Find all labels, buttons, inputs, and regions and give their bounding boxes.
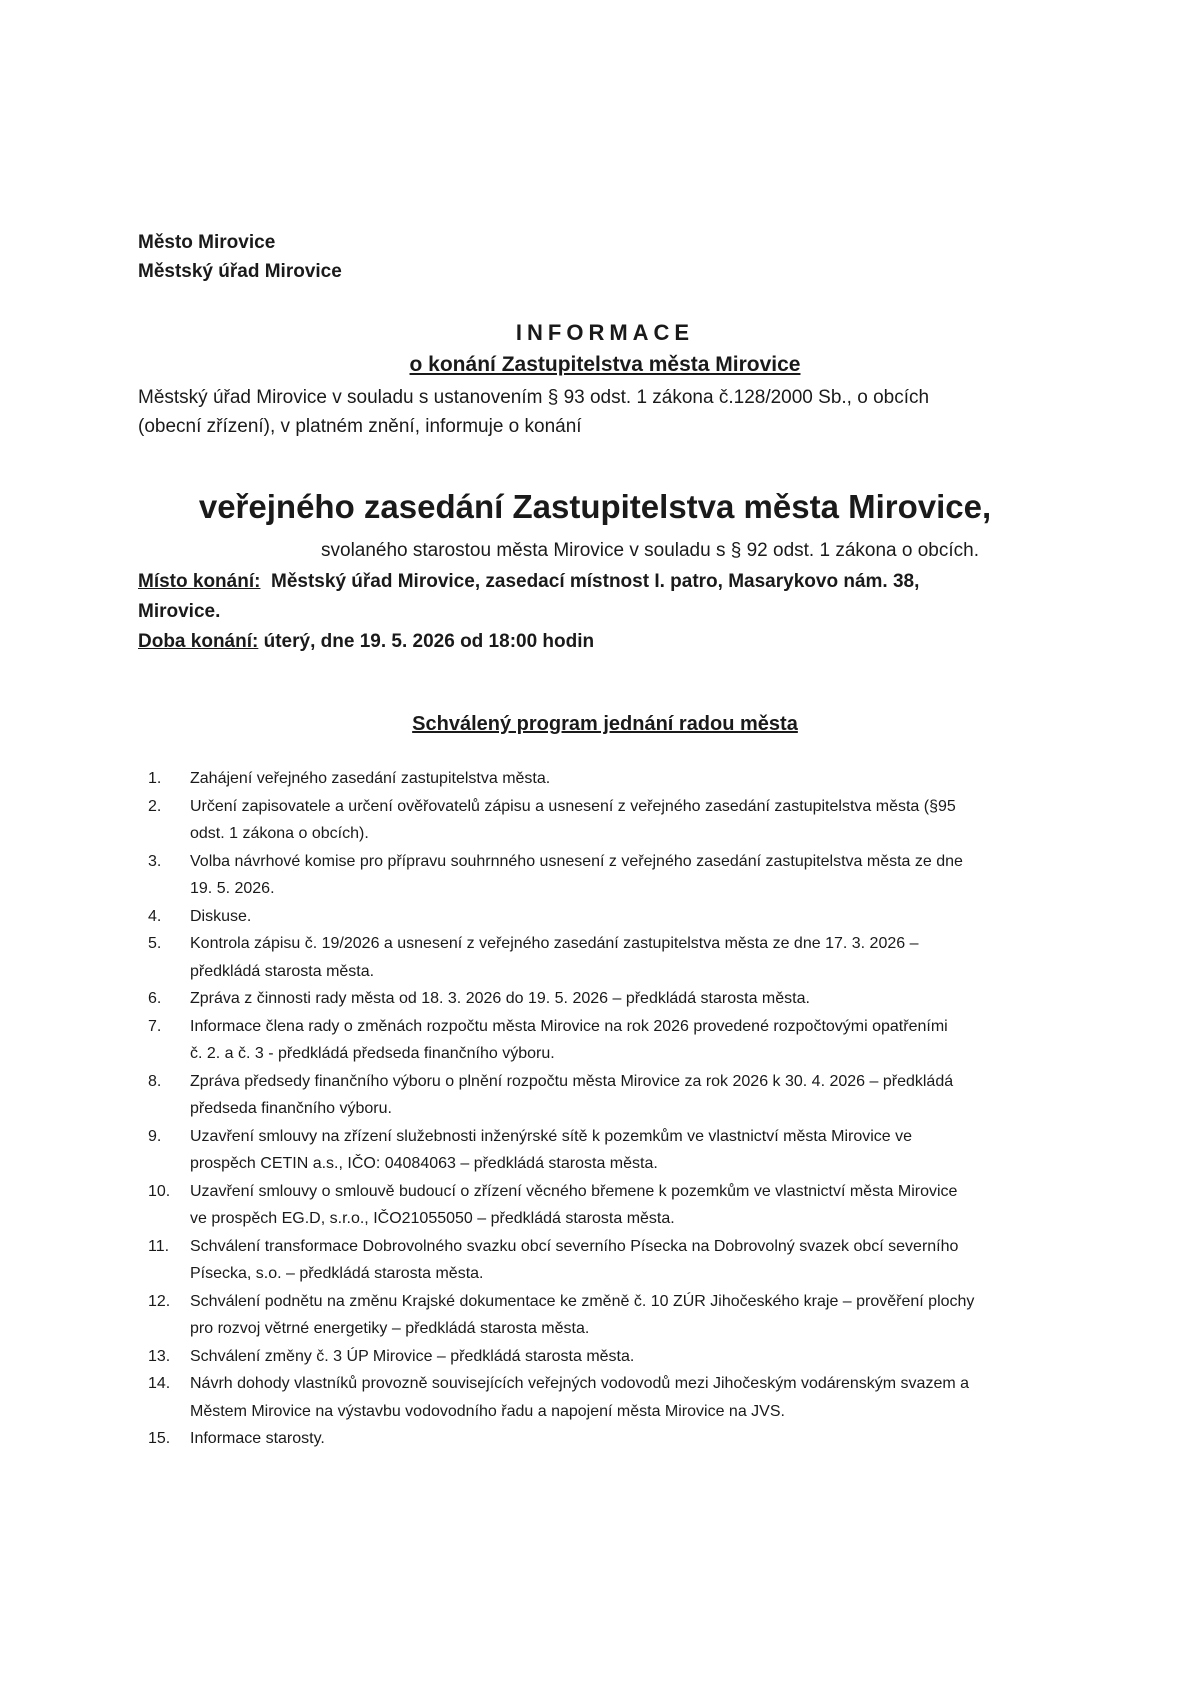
agenda-item-text: Schválení změny č. 3 ÚP Mirovice – předkládá starosta města. bbox=[190, 1347, 635, 1365]
agenda-item-text: Písecka, s.o. – předkládá starosta města. bbox=[190, 1265, 484, 1282]
agenda-item-text: Zpráva předsedy finančního výboru o plnění rozpočtu města Mirovice za rok 2026 k 30. 4. 2026 – předkládá bbox=[190, 1072, 954, 1090]
agenda-item-number: 7. bbox=[148, 1017, 162, 1035]
intro-line-2: (obecní zřízení), v platném znění, informuje o konání bbox=[138, 416, 582, 437]
issuer-header bbox=[138, 228, 342, 286]
agenda-item-text: ve prospěch EG.D, s.r.o., IČO21055050 – předkládá starosta města. bbox=[190, 1210, 675, 1227]
agenda-item-text: odst. 1 zákona o obcích). bbox=[190, 825, 369, 842]
agenda-item-number: 11. bbox=[148, 1237, 170, 1255]
agenda-item bbox=[148, 1370, 1068, 1425]
agenda-item-number: 14. bbox=[148, 1375, 171, 1392]
agenda-item-text: předseda finančního výboru. bbox=[190, 1100, 392, 1117]
agenda-item bbox=[148, 1178, 1068, 1233]
agenda-item-number: 1. bbox=[148, 770, 162, 787]
agenda-item bbox=[148, 1123, 1068, 1178]
agenda-item bbox=[148, 985, 1068, 1013]
agenda-item bbox=[148, 848, 1068, 903]
agenda-item-number: 10. bbox=[148, 1182, 171, 1200]
agenda-item-text: pro rozvoj větrné energetiky – předkládá starosta města. bbox=[190, 1320, 590, 1337]
agenda-item-number: 13. bbox=[148, 1347, 171, 1365]
agenda-item bbox=[148, 1288, 1068, 1343]
agenda-item-text: Diskuse. bbox=[190, 907, 252, 925]
agenda-item bbox=[148, 1425, 1068, 1453]
venue-label: Místo konání: bbox=[138, 571, 261, 592]
agenda-item-number: 12. bbox=[148, 1292, 171, 1310]
agenda-item bbox=[148, 1233, 1068, 1288]
agenda-item bbox=[148, 1068, 1068, 1123]
intro-paragraph bbox=[138, 383, 1068, 441]
issuer-town: Město Mirovice bbox=[138, 232, 276, 253]
agenda-item-number: 5. bbox=[148, 935, 162, 952]
agenda-item-text: Schválení podnětu na změnu Krajské dokumentace ke změně č. 10 ZÚR Jihočeského kraje – prověření plochy bbox=[190, 1292, 975, 1310]
agenda-item bbox=[148, 765, 1068, 793]
agenda-item-number: 2. bbox=[148, 797, 162, 815]
agenda-item-text: Zpráva z činnosti rady města od 18. 3. 2026 do 19. 5. 2026 – předkládá starosta města. bbox=[190, 990, 810, 1007]
document-subtitle: o konání Zastupitelstva města Mirovice bbox=[409, 353, 801, 376]
time-label: Doba konání: bbox=[138, 631, 259, 652]
agenda-item-text: Schválení transformace Dobrovolného svazku obcí severního Písecka na Dobrovolný svazek obcí severního bbox=[190, 1237, 959, 1255]
document-title: INFORMACE bbox=[515, 320, 695, 345]
agenda-item-text: Zahájení veřejného zasedání zastupitelstva města. bbox=[190, 770, 551, 787]
agenda-item-text: 19. 5. 2026. bbox=[190, 880, 275, 897]
agenda-item-text: Uzavření smlouvy na zřízení služebnosti inženýrské sítě k pozemkům ve vlastnictví města Mirovice ve bbox=[190, 1127, 913, 1145]
agenda-item-text: Návrh dohody vlastníků provozně souvisejících veřejných vodovodů mezi Jihočeským vodárenským svazem a bbox=[190, 1375, 970, 1392]
venue-line bbox=[138, 567, 1068, 597]
agenda-item-text: Uzavření smlouvy o smlouvě budoucí o zřízení věcného břemene k pozemkům ve vlastnictví města Mirovice bbox=[190, 1182, 958, 1200]
agenda-item-number: 8. bbox=[148, 1072, 162, 1090]
agenda-item-text: Kontrola zápisu č. 19/2026 a usnesení z veřejného zasedání zastupitelstva města ze dne 17. 3. 2026 – bbox=[190, 935, 919, 952]
time-line bbox=[138, 627, 1068, 657]
agenda-item-text: prospěch CETIN a.s., IČO: 04084063 – předkládá starosta města. bbox=[190, 1155, 658, 1172]
agenda-item bbox=[148, 930, 1068, 985]
agenda-item-text: Informace starosty. bbox=[190, 1430, 325, 1447]
convened-statement: svolaného starostou města Mirovice v souladu s § 92 odst. 1 zákona o obcích. bbox=[321, 540, 979, 561]
meeting-title: veřejného zasedání Zastupitelstva města Mirovice, bbox=[198, 488, 992, 525]
agenda-list bbox=[148, 765, 1068, 1453]
agenda-item-text: č. 2. a č. 3 - předkládá předseda finančního výboru. bbox=[190, 1045, 555, 1062]
agenda-item-text: Určení zapisovatele a určení ověřovatelů zápisu a usnesení z veřejného zasedání zastupitelstva města (§95 bbox=[190, 797, 956, 815]
agenda-item-number: 3. bbox=[148, 852, 162, 870]
agenda-item bbox=[148, 793, 1068, 848]
agenda-item-number: 4. bbox=[148, 907, 162, 925]
agenda-item-number: 6. bbox=[148, 990, 162, 1007]
venue-value: Městský úřad Mirovice, zasedací místnost I. patro, Masarykovo nám. 38, bbox=[271, 571, 920, 592]
agenda-item-text: předkládá starosta města. bbox=[190, 962, 375, 980]
meeting-details bbox=[138, 567, 1068, 657]
agenda-item bbox=[148, 903, 1068, 931]
agenda-item-text: Informace člena rady o změnách rozpočtu města Mirovice na rok 2026 provedené rozpočtovými opatřeními bbox=[190, 1017, 948, 1035]
venue-value-continued: Mirovice. bbox=[138, 601, 221, 622]
agenda-item-number: 9. bbox=[148, 1127, 162, 1145]
time-value: úterý, dne 19. 5. 2026 od 18:00 hodin bbox=[263, 631, 595, 652]
intro-line-1: Městský úřad Mirovice v souladu s ustanovením § 93 odst. 1 zákona č.128/2000 Sb., o obcích bbox=[138, 387, 930, 408]
program-heading: Schválený program jednání radou města bbox=[412, 713, 798, 735]
agenda-item bbox=[148, 1343, 1068, 1371]
issuer-office: Městský úřad Mirovice bbox=[138, 261, 342, 282]
agenda-item bbox=[148, 1013, 1068, 1068]
agenda-item-number: 15. bbox=[148, 1430, 171, 1447]
agenda-item-text: Volba návrhové komise pro přípravu souhrnného usnesení z veřejného zasedání zastupitelstva města ze dne bbox=[190, 852, 963, 870]
agenda-item-text: Městem Mirovice na výstavbu vodovodního řadu a napojení města Mirovice na JVS. bbox=[190, 1402, 785, 1420]
